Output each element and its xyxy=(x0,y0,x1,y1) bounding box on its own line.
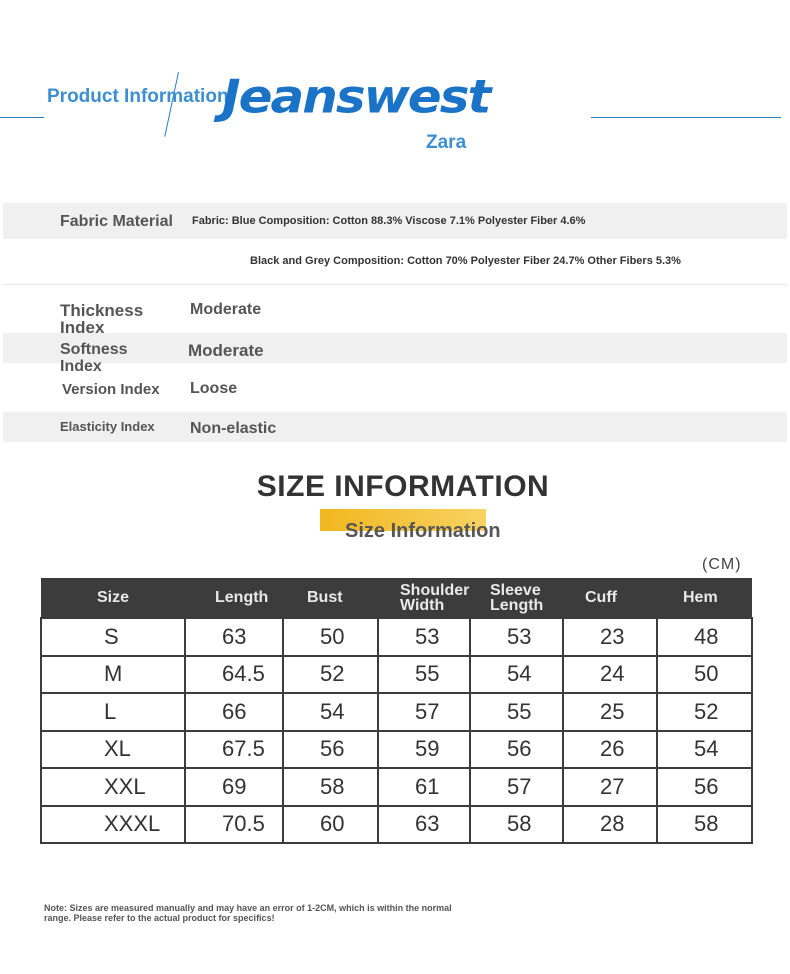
cell-shoulder-width: 55 xyxy=(378,656,470,694)
cell-shoulder-width: 57 xyxy=(378,693,470,731)
cell-bust: 52 xyxy=(283,656,378,694)
elasticity-value: Non-elastic xyxy=(190,420,277,437)
unit-label: (CM) xyxy=(702,556,742,573)
header-bust: Bust xyxy=(283,578,378,618)
cell-hem: 58 xyxy=(657,806,752,844)
cell-cuff: 28 xyxy=(563,806,657,844)
brand-logo: Jeanswest xyxy=(222,70,490,124)
cell-size: XXL xyxy=(41,768,185,806)
cell-cuff: 26 xyxy=(563,731,657,769)
cell-bust: 58 xyxy=(283,768,378,806)
cell-length: 67.5 xyxy=(185,731,283,769)
elasticity-label: Elasticity Index xyxy=(60,419,155,434)
page-title: Product Information xyxy=(47,86,229,107)
cell-bust: 54 xyxy=(283,693,378,731)
fabric-label: Fabric Material xyxy=(60,213,173,230)
cell-sleeve-length: 56 xyxy=(470,731,563,769)
table-row xyxy=(41,731,752,769)
cell-size: XXXL xyxy=(41,806,185,844)
cell-hem: 54 xyxy=(657,731,752,769)
version-value: Loose xyxy=(190,380,238,397)
cell-hem: 48 xyxy=(657,618,752,656)
header-cuff: Cuff xyxy=(563,578,657,618)
cell-cuff: 23 xyxy=(563,618,657,656)
table-row xyxy=(41,768,752,806)
cell-cuff: 25 xyxy=(563,693,657,731)
header-size: Size xyxy=(41,578,185,618)
cell-bust: 60 xyxy=(283,806,378,844)
cell-cuff: 24 xyxy=(563,656,657,694)
cell-length: 70.5 xyxy=(185,806,283,844)
header-rule-left xyxy=(0,117,44,118)
header-rule-right xyxy=(591,117,781,118)
thickness-label: Thickness Index xyxy=(60,301,144,337)
cell-bust: 50 xyxy=(283,618,378,656)
cell-shoulder-width: 59 xyxy=(378,731,470,769)
cell-hem: 50 xyxy=(657,656,752,694)
fabric-composition-black-grey: Black and Grey Composition: Cotton 70% Polyester Fiber 24.7% Other Fibers 5.3% xyxy=(250,255,681,267)
cell-sleeve-length: 54 xyxy=(470,656,563,694)
table-row xyxy=(41,656,752,694)
size-heading: SIZE INFORMATION xyxy=(256,470,550,503)
cell-shoulder-width: 63 xyxy=(378,806,470,844)
table-row xyxy=(41,806,752,844)
version-label: Version Index xyxy=(62,381,160,398)
cell-size: XL xyxy=(41,731,185,769)
size-subheading: Size Information xyxy=(345,520,501,542)
cell-shoulder-width: 61 xyxy=(378,768,470,806)
size-table xyxy=(40,578,753,844)
thickness-value: Moderate xyxy=(190,301,262,318)
cell-sleeve-length: 57 xyxy=(470,768,563,806)
fabric-composition-blue: Fabric: Blue Composition: Cotton 88.3% Viscose 7.1% Polyester Fiber 4.6% xyxy=(192,215,586,227)
cell-size: M xyxy=(41,656,185,694)
cell-length: 64.5 xyxy=(185,656,283,694)
cell-hem: 56 xyxy=(657,768,752,806)
measurement-note: Note: Sizes are measured manually and may have an error of 1-2CM, which is within the normal range. Please refer to the actual product for specifics! xyxy=(44,903,452,923)
cell-sleeve-length: 53 xyxy=(470,618,563,656)
cell-length: 66 xyxy=(185,693,283,731)
section-divider xyxy=(3,284,787,285)
cell-size: L xyxy=(41,693,185,731)
cell-hem: 52 xyxy=(657,693,752,731)
cell-bust: 56 xyxy=(283,731,378,769)
softness-value: Moderate xyxy=(188,341,264,360)
cell-cuff: 27 xyxy=(563,768,657,806)
cell-sleeve-length: 55 xyxy=(470,693,563,731)
header-shoulder-width: Shoulder Width xyxy=(378,578,470,618)
table-header-row xyxy=(41,578,752,618)
header-hem: Hem xyxy=(657,578,752,618)
table-row xyxy=(41,693,752,731)
cell-size: S xyxy=(41,618,185,656)
cell-sleeve-length: 58 xyxy=(470,806,563,844)
brand-subtitle: Zara xyxy=(426,132,467,153)
header-length: Length xyxy=(185,578,283,618)
cell-shoulder-width: 53 xyxy=(378,618,470,656)
softness-label: Softness Index xyxy=(60,341,128,375)
cell-length: 69 xyxy=(185,768,283,806)
table-row xyxy=(41,618,752,656)
cell-length: 63 xyxy=(185,618,283,656)
header-sleeve-length: Sleeve Length xyxy=(470,578,563,618)
